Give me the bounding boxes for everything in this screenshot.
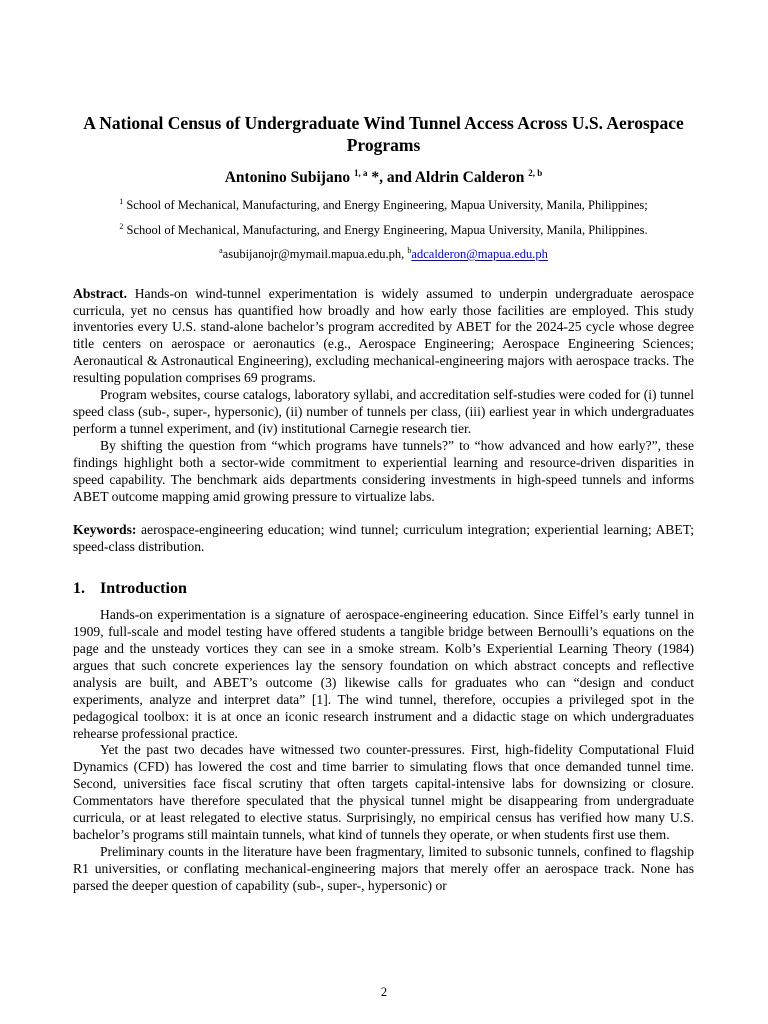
author-2-name: Aldrin Calderon: [414, 169, 525, 187]
keywords-text: aerospace-engineering education; wind tunnel; curriculum integration; experiential learning; ABET; speed-class distribution.: [73, 522, 694, 555]
email-a: asubijanojr@mymail.mapua.edu.ph,: [222, 247, 405, 262]
affiliation-1: [73, 194, 694, 213]
abstract-label: Abstract.: [73, 285, 127, 301]
keywords-label: Keywords:: [73, 522, 137, 538]
abstract-paragraph-3: By shifting the question from “which programs have tunnels?” to “how advanced and how early?”, these findings highlight both a sector-wide commitment to experiential learning and resource-driven disparities in speed capability. The benchmark aids departments considering investments in high-speed tunnels and informs ABET outcome mapping amid growing pressure to virtualize labs.: [73, 437, 694, 504]
paper-page: [73, 112, 694, 895]
abstract-paragraph-2: Program websites, course catalogs, laboratory syllabi, and accreditation self-studies were coded for (i) tunnel speed class (sub-, super-, hypersonic), (ii) number of tunnels per class, (iii) earliest year in which undergraduates perform a tunnel experiment, and (iv) institutional Carnegie research tier.: [73, 387, 694, 436]
abstract-paragraph-1: [73, 286, 694, 387]
paper-title: A National Census of Undergraduate Wind Tunnel Access Across U.S. Aerospace Programs: [83, 113, 684, 155]
email-b-sup: b: [407, 246, 412, 256]
author-connector: , and: [379, 169, 415, 187]
author-2-affil-sup: 2, b: [528, 168, 543, 178]
section-title: Introduction: [100, 580, 187, 598]
email-a-sup: a: [219, 246, 223, 256]
email-b-link[interactable]: adcalderon@mapua.edu.ph: [411, 247, 548, 262]
author-1-affil-sup: 1, a: [353, 168, 368, 178]
email-line: [73, 243, 694, 262]
introduction-heading: [73, 579, 694, 599]
affiliation-2: [73, 219, 694, 238]
keywords: [73, 522, 694, 556]
affiliation-1-num: 1: [119, 197, 124, 207]
author-line: [73, 163, 694, 188]
affiliation-2-text: School of Mechanical, Manufacturing, and Energy Engineering, Mapua University, Manila, Philippines.: [126, 223, 648, 238]
introduction-body: [73, 607, 694, 894]
author-1-name: Antonino Subijano: [224, 169, 351, 187]
abstract: [73, 286, 694, 506]
affiliation-2-num: 2: [119, 222, 124, 232]
corresponding-mark: *: [367, 169, 380, 187]
intro-paragraph-3: Preliminary counts in the literature have been fragmentary, limited to subsonic tunnels, confined to flagship R1 universities, or conflating mechanical-engineering majors that merely offer an aerospace track. None has parsed the deeper question of capability (sub-, super-, hypersonic) or: [73, 843, 694, 893]
abstract-p1-text: Hands-on wind-tunnel experimentation is widely assumed to underpin undergraduate aerospace curricula, yet no census has quantified how broadly and how early those facilities are employed. This study inventories every U.S. stand-alone bachelor’s program accredited by ABET for the 2024-25 cycle whose degree title centers on aerospace or aeronautics (e.g., Aerospace Engineering; Aerospace Engineering Sciences; Aeronautical & Astronautical Engineering), excluding mechanical-engineering majors with aerospace tracks. The resulting population comprises 69 programs.: [73, 285, 694, 386]
intro-paragraph-1: Hands-on experimentation is a signature of aerospace-engineering education. Since Eiffel’s early tunnel in 1909, full-scale and model testing have offered students a tangible bridge between Bernoulli’s equations on the page and the unsteady vortices they can see in a smoke stream. Kolb’s Experiential Learning Theory (1984) argues that such concrete experiences lay the sensory foundation on which abstract concepts and reflective analysis are built, and ABET’s outcome (3) likewise calls for graduates who can “design and conduct experiments, analyze and interpret data” [1]. The wind tunnel, therefore, occupies a privileged spot in the pedagogical toolbox: it is at once an iconic research instrument and a didactic stage on which undergraduates rehearse professional practice.: [73, 607, 694, 741]
page-number: 2: [380, 985, 388, 999]
section-number: 1.: [73, 580, 85, 598]
affiliation-1-text: School of Mechanical, Manufacturing, and Energy Engineering, Mapua University, Manila, Philippines;: [126, 198, 648, 213]
intro-paragraph-2: Yet the past two decades have witnessed two counter-pressures. First, high-fidelity Computational Fluid Dynamics (CFD) has lowered the cost and time barrier to simulating flows that once demanded tunnel time. Second, universities face fiscal scrutiny that often targets capital-intensive labs for downsizing or closure. Commentators have therefore speculated that the physical tunnel might be disappearing from undergraduate curricula, or at least relegated to elective status. Surprisingly, no empirical census has verified how many U.S. bachelor’s programs still maintain tunnels, what kind of tunnels they operate, or when students first use them.: [73, 742, 694, 842]
